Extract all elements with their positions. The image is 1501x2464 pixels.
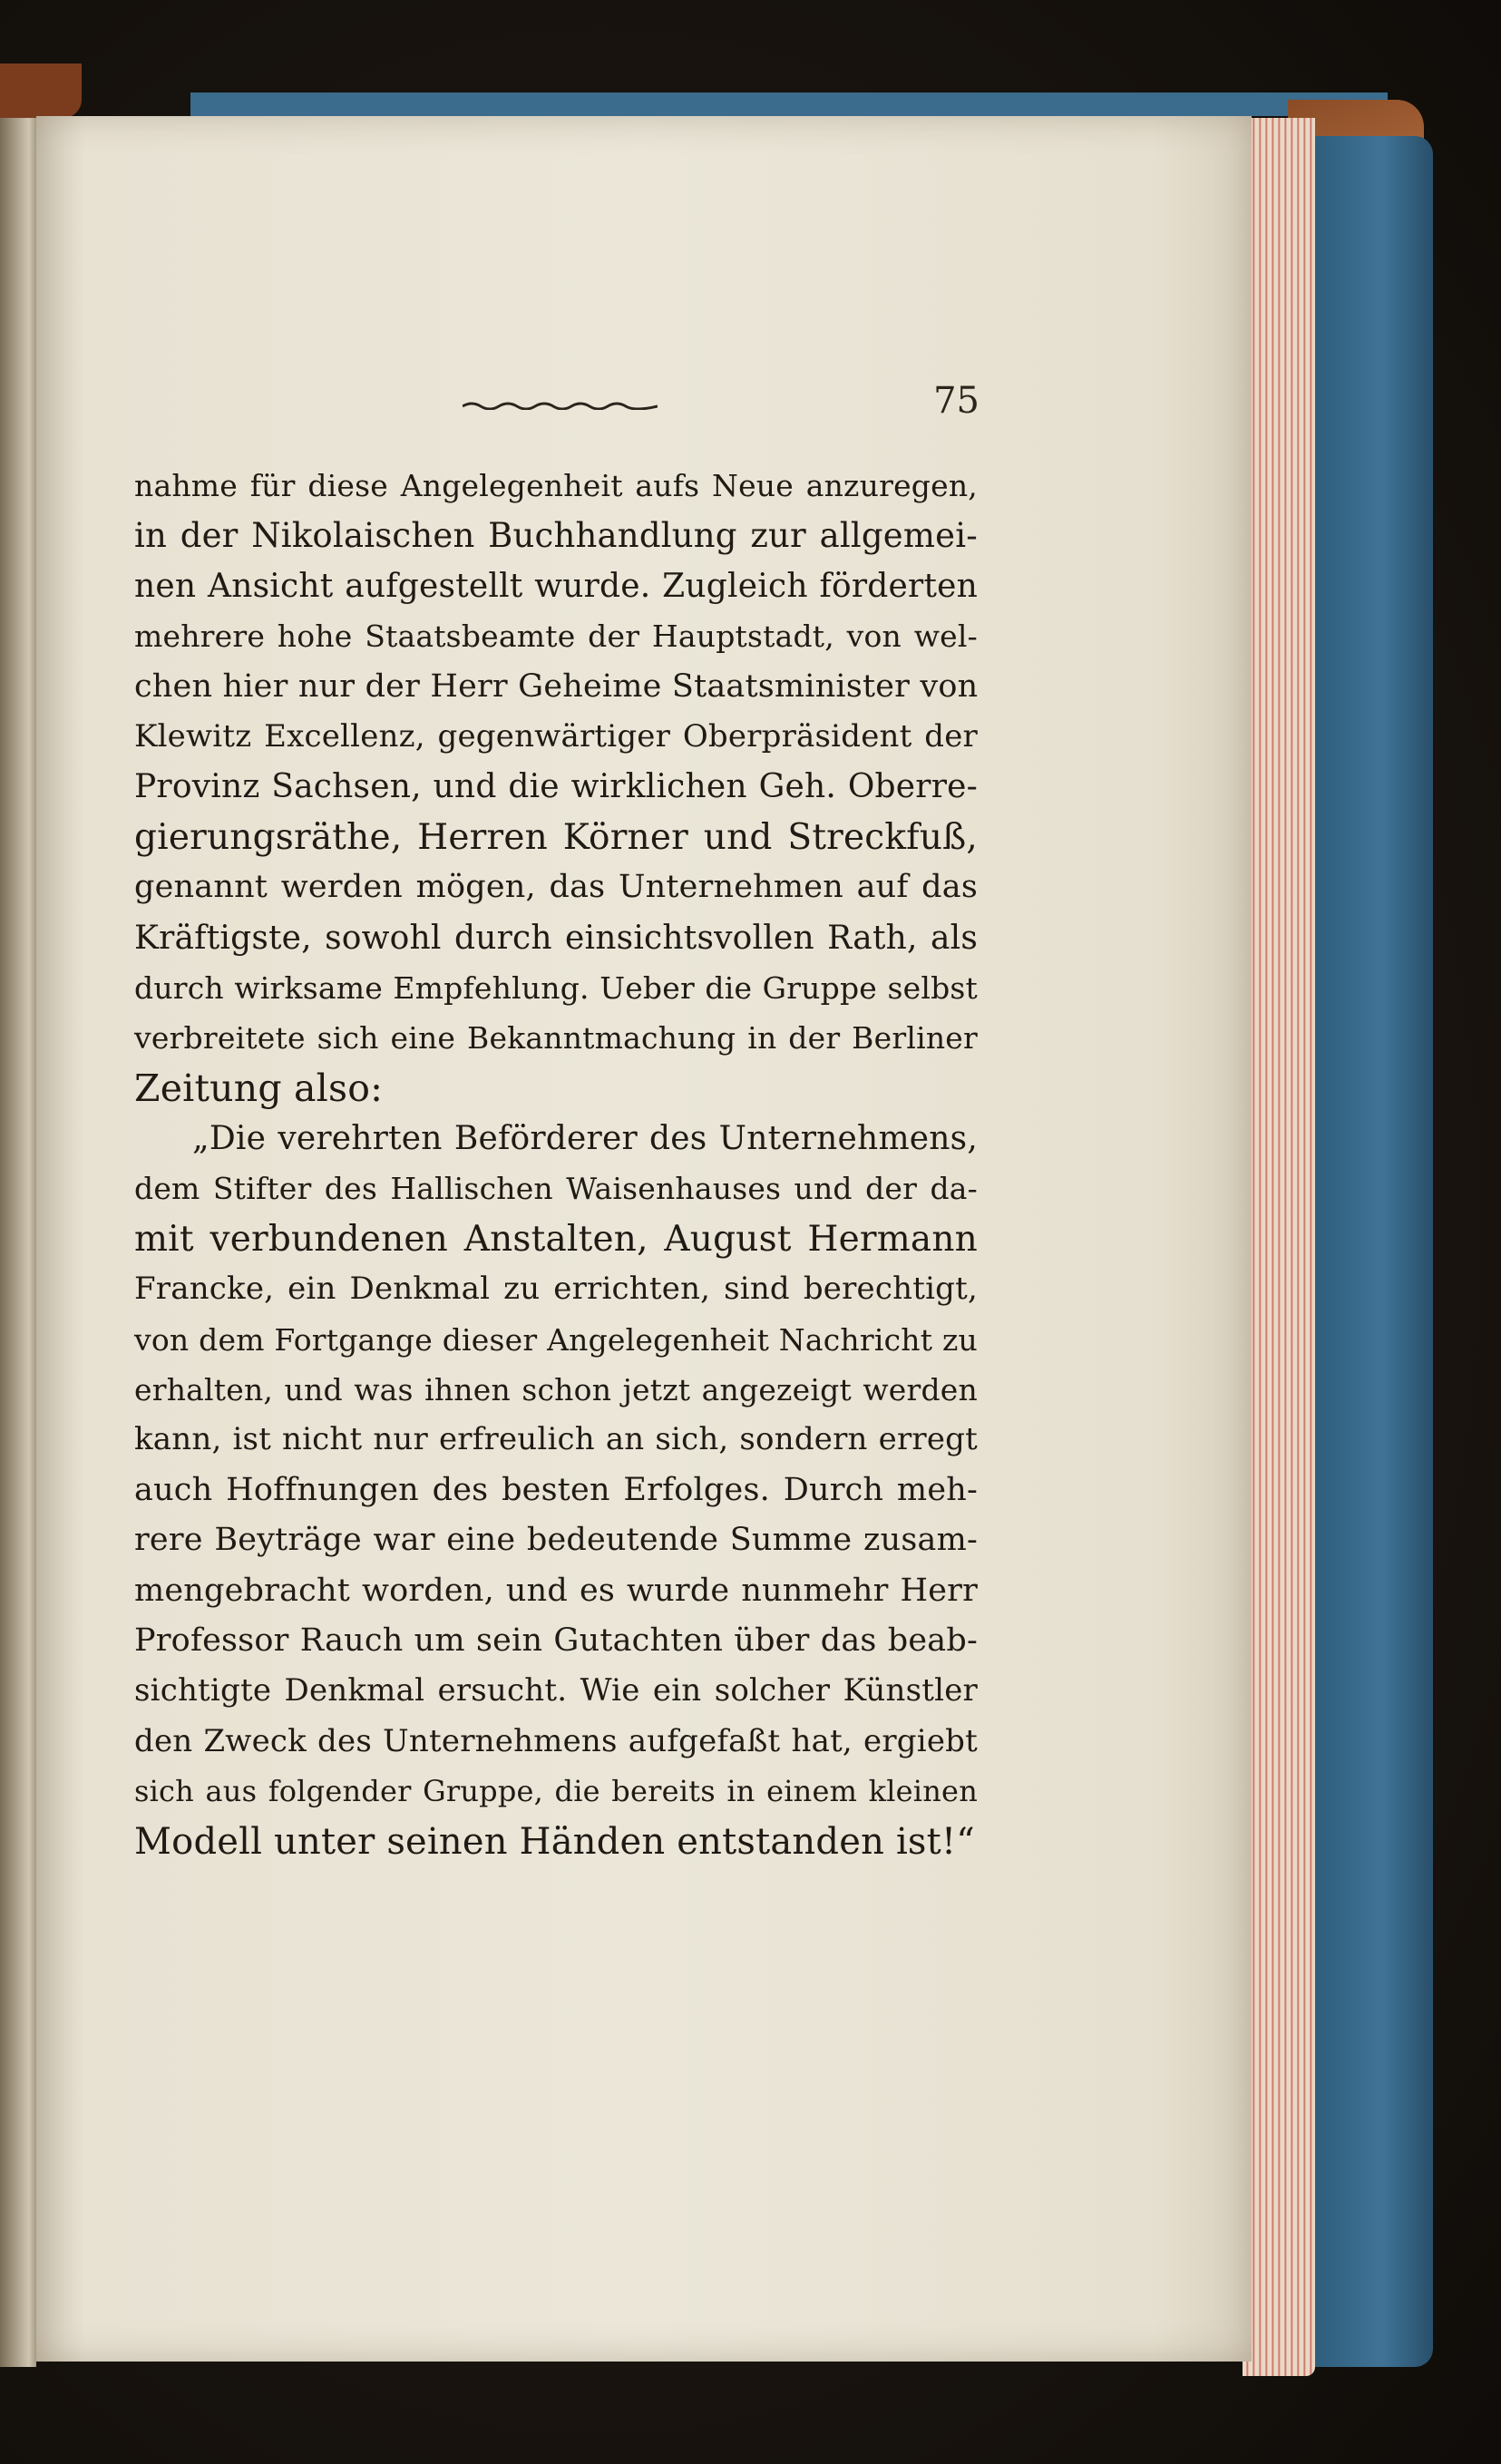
text-line: Kräftigste, sowohl durch einsichtsvollen Rath, als [134,919,978,957]
text-line: mit verbundenen Anstalten, August Hermann [134,1218,978,1260]
text-line: mengebracht worden, und es wurde nunmehr Herr [134,1572,978,1609]
text-line: verbreitete sich eine Bekanntmachung in der Berliner [134,1020,978,1057]
text-line: mehrere hohe Staatsbeamte der Hauptstadt, von wel- [134,618,978,655]
text-line: Francke, ein Denkmal zu errichten, sind berechtigt, [134,1271,978,1308]
decorative-rule [463,401,658,410]
text-line: „Die verehrten Beförderer des Unternehmens, [192,1120,978,1158]
text-line: nen Ansicht aufgestellt wurde. Zugleich förderten [134,567,978,605]
text-line: Modell unter seinen Händen entstanden ist!“ [134,1820,975,1863]
text-line: Provinz Sachsen, und die wirklichen Geh. Oberre- [134,768,978,806]
text-line: rere Beyträge war eine bedeutende Summe zusam- [134,1522,978,1559]
text-line: chen hier nur der Herr Geheime Staatsminister von [134,667,979,705]
text-line: dem Stifter des Hallischen Waisenhauses und der da- [134,1171,978,1207]
left-page-edge [0,82,36,2367]
page-edges [1243,118,1315,2376]
text-line: genannt werden mögen, das Unternehmen auf das [134,869,978,906]
text-line: Professor Rauch um sein Gutachten über das beab- [134,1622,978,1659]
text-line: durch wirksame Empfehlung. Ueber die Gruppe selbst [134,969,978,1006]
book-cover-right [1306,136,1433,2367]
left-cover-corner [0,63,82,118]
text-line: von dem Fortgange dieser Angelegenheit Nachricht zu [134,1321,978,1358]
text-line: sichtigte Denkmal ersucht. Wie ein solcher Künstler [134,1672,978,1709]
text-line: nahme für diese Angelegenheit aufs Neue anzuregen, [134,468,978,503]
text-line: sich aus folgender Gruppe, die bereits in einem kleinen [134,1774,978,1809]
page-number: 75 [933,380,980,422]
book-cover-top [190,93,1388,116]
text-line: in der Nikolaischen Buchhandlung zur allgemei- [134,516,978,556]
text-line: kann, ist nicht nur erfreulich an sich, sondern erregt [134,1421,978,1458]
text-line: Klewitz Excellenz, gegenwärtiger Oberpräsident der [134,717,978,755]
text-line: Zeitung also: [134,1066,384,1110]
text-line: erhalten, und was ihnen schon jetzt angezeigt werden [134,1372,978,1408]
text-line: auch Hoffnungen des besten Erfolges. Durch meh- [134,1471,978,1508]
text-line: gierungsräthe, Herren Körner und Streckfuß, [134,816,978,858]
body-text [134,461,978,1867]
text-line: den Zweck des Unternehmens aufgefaßt hat, ergiebt [134,1722,978,1759]
